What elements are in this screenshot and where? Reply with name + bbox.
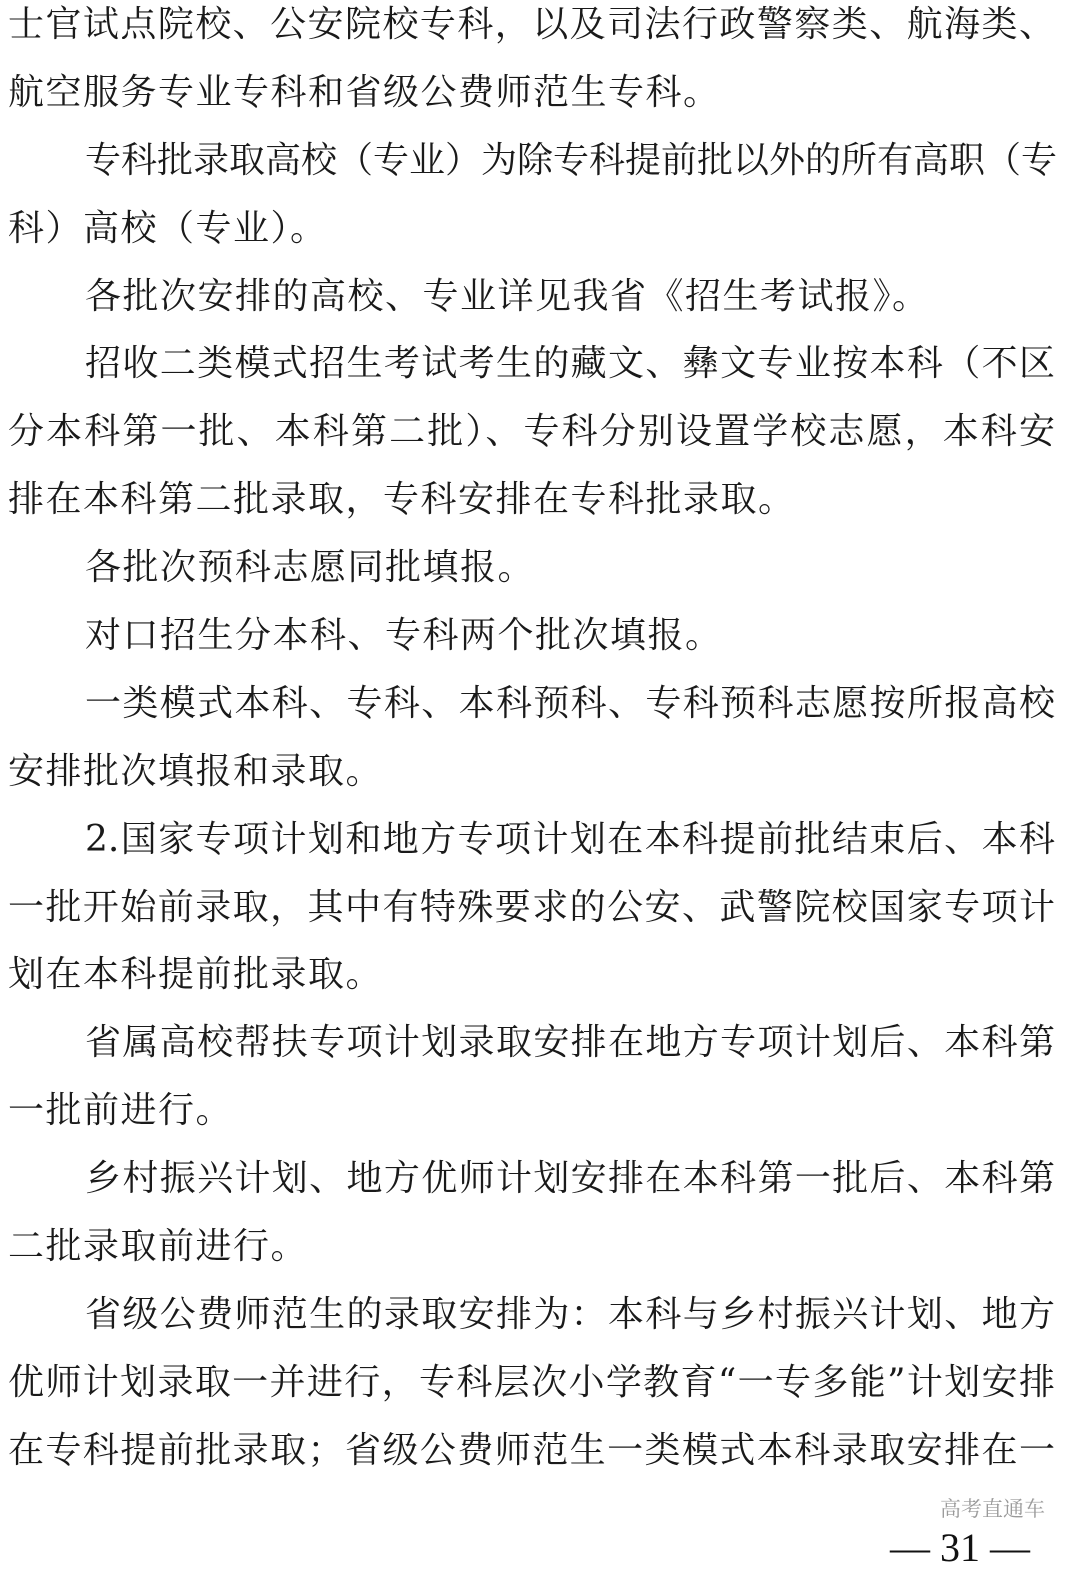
text-line: 一批开始前录取，其中有特殊要求的公安、武警院校国家专项计 (8, 886, 1055, 928)
watermark: 高考直通车 (940, 1497, 1045, 1521)
text-line: 优师计划录取一并进行，专科层次小学教育“一专多能”计划安排 (8, 1361, 1055, 1403)
document-body (8, 0, 1058, 1485)
text-line: 排在本科第二批录取，专科安排在专科批录取。 (8, 479, 796, 521)
text-line: 乡村振兴计划、地方优师计划安排在本科第一批后、本科第 (85, 1158, 1055, 1200)
text-line: 对口招生分本科、专科两个批次填报。 (85, 615, 723, 657)
text-line: 2.国家专项计划和地方专项计划在本科提前批结束后、本科 (85, 818, 1055, 860)
text-line: 各批次预科志愿同批填报。 (85, 547, 536, 589)
text-line: 专科批录取高校（专业）为除专科提前批以外的所有高职（专 (85, 139, 1058, 181)
text-line: 士官试点院校、公安院校专科，以及司法行政警察类、航海类、 (8, 4, 1055, 45)
text-line: 省属高校帮扶专项计划录取安排在地方专项计划后、本科第 (85, 1022, 1055, 1064)
text-line: 科）高校（专业）。 (8, 207, 328, 249)
text-line: 各批次安排的高校、专业详见我省《招生考试报》。 (85, 275, 930, 317)
text-line: 一类模式本科、专科、本科预科、专科预科志愿按所报高校 (85, 682, 1055, 724)
text-line: 省级公费师范生的录取安排为：本科与乡村振兴计划、地方 (85, 1293, 1055, 1335)
text-line: 安排批次填报和录取。 (8, 750, 384, 792)
text-line: 划在本科提前批录取。 (8, 954, 384, 996)
text-line: 航空服务专业专科和省级公费师范生专科。 (8, 71, 721, 113)
page-number: — 31 — (890, 1525, 1030, 1570)
text-line: 在专科提前批录取；省级公费师范生一类模式本科录取安排在一 (8, 1429, 1055, 1471)
text-line: 分本科第一批、本科第二批）、专科分别设置学校志愿，本科安 (8, 411, 1055, 453)
text-line: 招收二类模式招生考试考生的藏文、彝文专业按本科（不区 (85, 343, 1055, 385)
text-line: 二批录取前进行。 (8, 1226, 309, 1268)
text-line: 一批前进行。 (8, 1090, 234, 1132)
